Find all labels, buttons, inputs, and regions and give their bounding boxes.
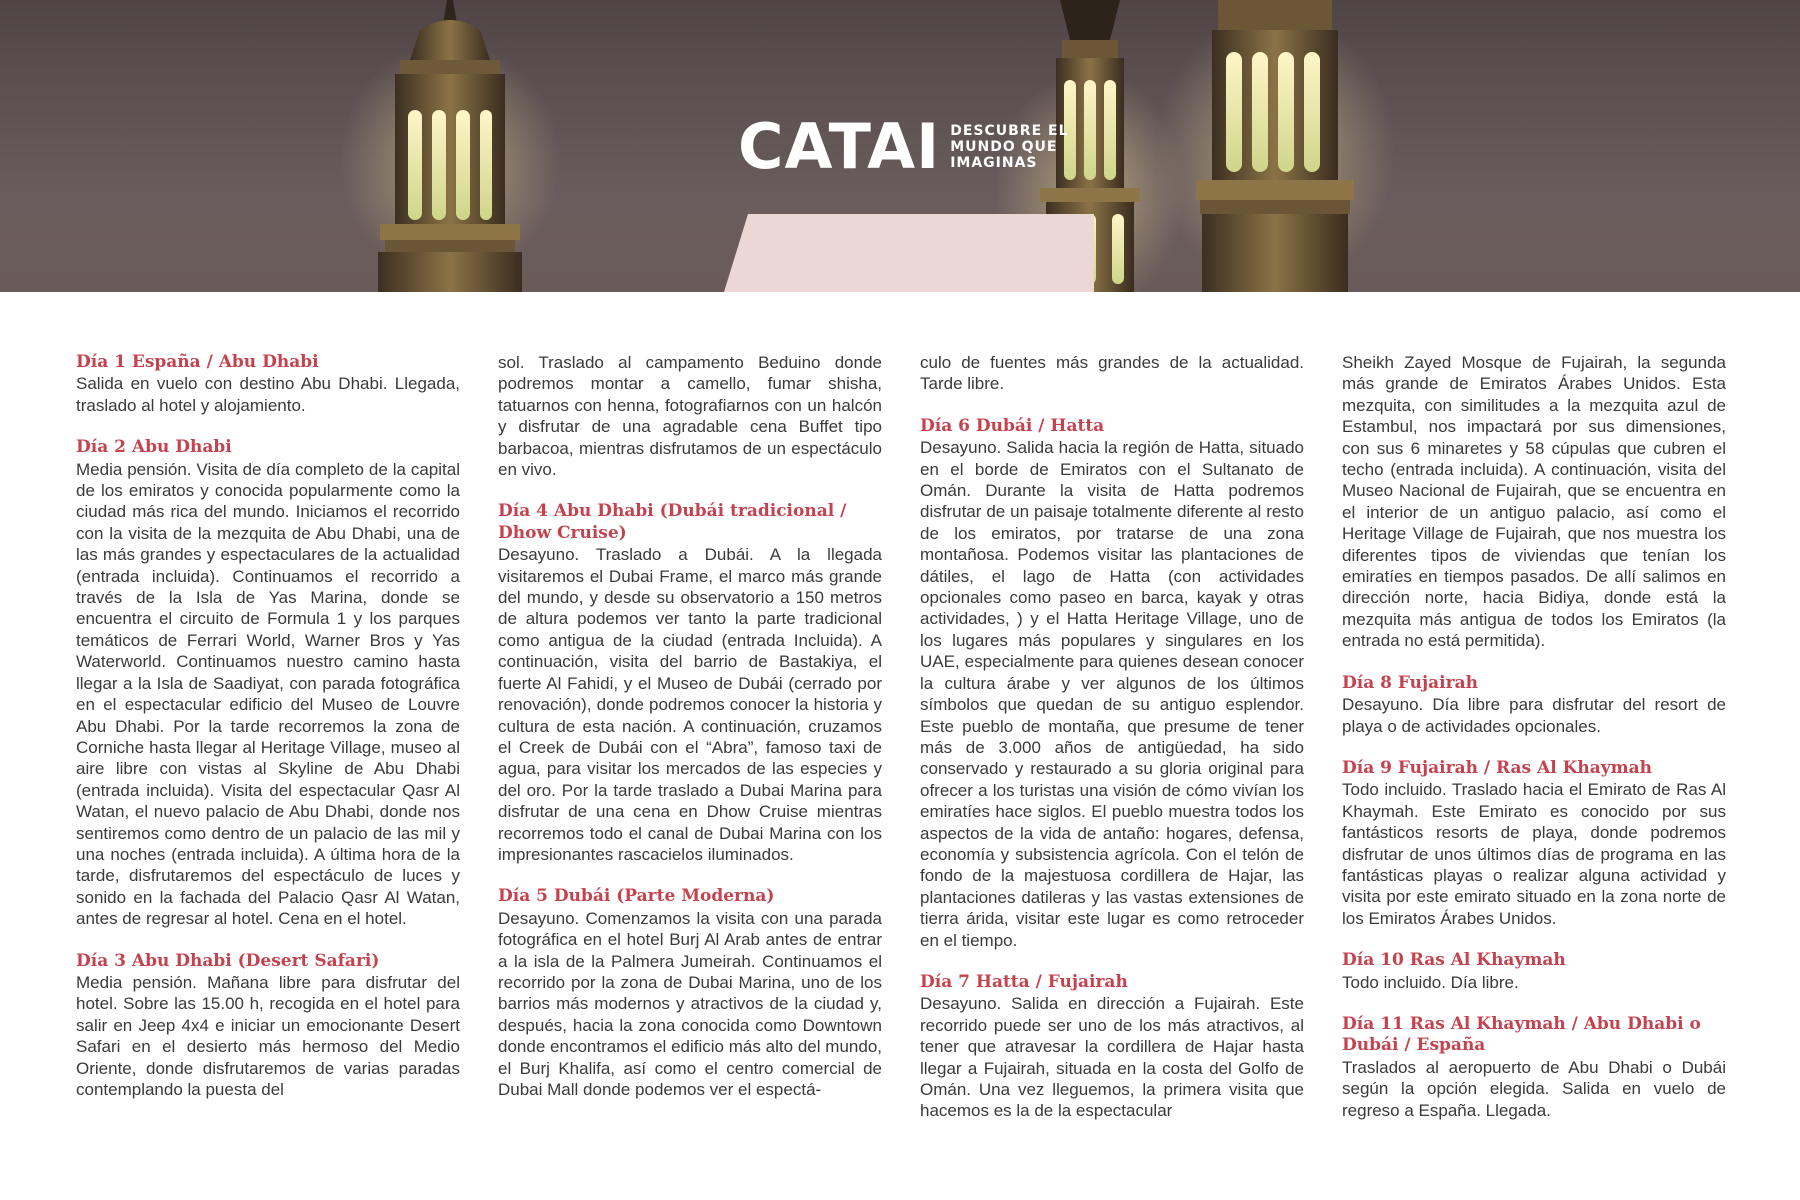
day-description: Desayuno. Salida en dirección a Fujairah. Este recorrido puede ser uno de los más atractivos, al tener que atravesar la cordillera de Hajar hasta llegar a Fujairah, situada en la costa del Golfo de Omán. Una vez lleguemos, la primera visita que hacemos es la de la espectacular: [920, 994, 1304, 1121]
minaret-left: [340, 0, 560, 292]
day-block: [76, 951, 460, 1101]
day-title: Día 4 Abu Dhabi (Dubái tradicional / Dhow Cruise): [498, 501, 847, 543]
tagline-line: DESCUBRE EL: [950, 123, 1069, 139]
title-panel: [724, 214, 1094, 292]
day-block: [498, 352, 882, 480]
day-description: Desayuno. Traslado a Dubái. A la llegada visitaremos el Dubai Frame, el marco más grande del mundo, y desde su observatorio a 150 metros de altura podemos ver tanto la parte tradicional como antigua de la ciudad (entrada Incluida). A continuación, visita del barrio de Bastakiya, el fuerte Al Fahidi, y el Museo de Dubái (cerrado por renovación), donde podremos conocer la historia y cultura de esta nación. A continuación, cruzamos el Creek de Dubái con el “Abra”, famoso taxi de agua, para visitar los mercados de las especies y del oro. Por la tarde traslado a Dubai Marina para disfrutar de una cena en Dhow Cruise mientras recorremos todo el canal de Dubai Marina con los impresionantes rascacielos iluminados.: [498, 545, 882, 864]
day-title: Día 10 Ras Al Khaymah: [1342, 950, 1566, 971]
itinerary-column: [76, 352, 460, 1162]
day-title: Día 8 Fujairah: [1342, 672, 1478, 693]
itinerary-column: [920, 352, 1304, 1162]
itinerary-column: [498, 352, 882, 1162]
day-block: [498, 886, 882, 1100]
day-description: Todo incluido. Traslado hacia el Emirato de Ras Al Khaymah. Este Emirato es conocido por sus fantásticos resorts de playa, donde podremos disfrutar de unos últimos días de programa en las fantásticas playas o realizar alguna actividad y visita por este emirato situado en la zona norte de los Emiratos Árabes Unidos.: [1342, 780, 1726, 928]
hero-banner: [0, 0, 1800, 292]
day-block: [920, 416, 1304, 951]
tagline-line: IMAGINAS: [950, 155, 1038, 171]
day-description: Traslados al aeropuerto de Abu Dhabi o Dubái según la opción elegida. Salida en vuelo de regreso a España. Llegada.: [1342, 1057, 1726, 1120]
day-description: Desayuno. Comenzamos la visita con una parada fotográfica en el hotel Burj Al Arab antes de entrar a la isla de la Palmera Jumeirah. Continuamos el recorrido por la zona de Dubai Marina, uno de los barrios más modernos y atractivos de la ciudad y, después, hacia la zona conocida como Downtown donde encontramos el edificio más alto del mundo, el Burj Khalifa, así como el centro comercial de Dubai Mall donde podemos ver el espectá-: [498, 908, 882, 1099]
itinerary: [76, 352, 1726, 1162]
day-title: Día 9 Fujairah / Ras Al Khaymah: [1342, 757, 1652, 778]
day-description: Todo incluido. Día libre.: [1342, 972, 1519, 992]
day-block: [1342, 673, 1726, 737]
day-block: [1342, 1014, 1726, 1121]
day-block: [920, 972, 1304, 1122]
tagline-line: MUNDO QUE: [950, 139, 1058, 155]
day-block: [498, 501, 882, 865]
day-title: Día 11 Ras Al Khaymah / Abu Dhabi o Dubái / España: [1342, 1013, 1701, 1056]
day-description: sol. Traslado al campamento Beduino donde podremos montar a camello, fumar shisha, tatuarnos con henna, fotografiarnos con un halcón y disfrutar de una agradable cena Buffet tipo barbacoa, mientras disfrutamos de un espectáculo en vivo.: [498, 353, 882, 480]
day-description: Desayuno. Día libre para disfrutar del resort de playa o de actividades opcionales.: [1342, 695, 1726, 736]
logo-wordmark: CATAI: [738, 110, 941, 183]
day-title: Día 3 Abu Dhabi (Desert Safari): [76, 950, 380, 971]
itinerary-column: [1342, 352, 1726, 1162]
day-block: [1342, 352, 1726, 652]
day-title: Día 7 Hatta / Fujairah: [920, 971, 1128, 992]
day-title: Día 1 España / Abu Dhabi: [76, 352, 319, 372]
day-block: [920, 352, 1304, 395]
day-block: [1342, 758, 1726, 929]
catai-logo: [738, 112, 1069, 182]
day-description: Desayuno. Salida hacia la región de Hatta, situado en el borde de Emiratos con el Sultanato de Omán. Durante la visita de Hatta podremos disfrutar de un paisaje totalmente diferente al resto de los emiratos, por tratarse de una zona montañosa. Podemos visitar las plantaciones de dátiles, el lago de Hatta (con actividades opcionales como paseo en barca, kayak y otras actividades, ) y el Hatta Heritage Village, uno de los lugares más populares y singulares en los UAE, especialmente para quienes desean conocer la cultura árabe y ver algunos de los últimos símbolos que quedan de su antiguo esplendor. Este pueblo de montaña, que presume de tener más de 3.000 años de antigüedad, ha sido conservado y restaurado a su gloria original para ofrecer a los turistas una visión de cómo vivían los emiratíes hace siglos. El pueblo muestra todos los aspectos de la vida de antaño: hogares, defensa, economía y subsistencia agrícola. Con el telón de fondo de la majestuosa cordillera de Hajar, las plantaciones datileras y las vastas extensiones de tierra árida, visitar este lugar es como retroceder en el tiempo.: [920, 438, 1304, 950]
day-description: Sheikh Zayed Mosque de Fujairah, la segunda más grande de Emiratos Árabes Unidos. Esta mezquita, con similitudes a la mezquita azul de Estambul, nos impactará por sus dimensiones, con sus 6 minaretes y 58 cúpulas que cubren el techo (entrada incluida). A continuación, visita del Museo Nacional de Fujairah, que se encuentra en el interior de un antiguo palacio, así como el Heritage Village de Fujairah, que nos muestra los diferentes tipos de viviendas que tenían los emiratíes en tiempos pasados. De allí salimos en dirección norte, hacia Bidiya, donde está la mezquita más antigua de todos los Emiratos (la entrada no está permitida).: [1342, 353, 1726, 651]
minaret-right: [1155, 0, 1395, 292]
day-description: culo de fuentes más grandes de la actualidad. Tarde libre.: [920, 353, 1304, 394]
day-block: [76, 352, 460, 416]
day-description: Salida en vuelo con destino Abu Dhabi. Llegada, traslado al hotel y alojamiento.: [76, 374, 460, 415]
day-block: [1342, 950, 1726, 993]
day-title: Día 6 Dubái / Hatta: [920, 415, 1105, 436]
day-description: Media pensión. Mañana libre para disfrutar del hotel. Sobre las 15.00 h, recogida en el hotel para salir en Jeep 4x4 e iniciar un emocionante Desert Safari en el desierto más hermoso del Medio Oriente, donde disfrutaremos de varias paradas contemplando la puesta del: [76, 972, 460, 1099]
day-block: [76, 437, 460, 929]
day-title: Día 2 Abu Dhabi: [76, 437, 232, 458]
logo-tagline: [950, 123, 1068, 171]
day-title: Día 5 Dubái (Parte Moderna): [498, 886, 775, 907]
day-description: Media pensión. Visita de día completo de la capital de los emiratos y conocida popularmente como la ciudad más rica del mundo. Iniciamos el recorrido con la visita de la mezquita de Abu Dhabi, una de las más grandes y espectaculares de la actualidad (entrada incluida). Continuamos el recorrido a través de la Isla de Yas Marina, donde se encuentra el circuito de Formula 1 y los parques temáticos de Ferrari World, Warner Bros y Yas Waterworld. Continuamos nuestro camino hasta llegar a la Isla de Saadiyat, con parada fotográfica en el espectacular edificio del Museo de Louvre Abu Dhabi. Por la tarde recorremos la zona de Corniche hasta llegar al Heritage Village, museo al aire libre con vistas al Skyline de Abu Dhabi (entrada incluida). Visita del espectacular Qasr Al Watan, el nuevo palacio de Abu Dhabi, donde nos sentiremos como dentro de un palacio de las mil y una noches (entrada incluida). A última hora de la tarde, disfrutaremos del espectáculo de luces y sonido en la fachada del Palacio Qasr Al Watan, antes de regresar al hotel. Cena en el hotel.: [76, 459, 460, 929]
